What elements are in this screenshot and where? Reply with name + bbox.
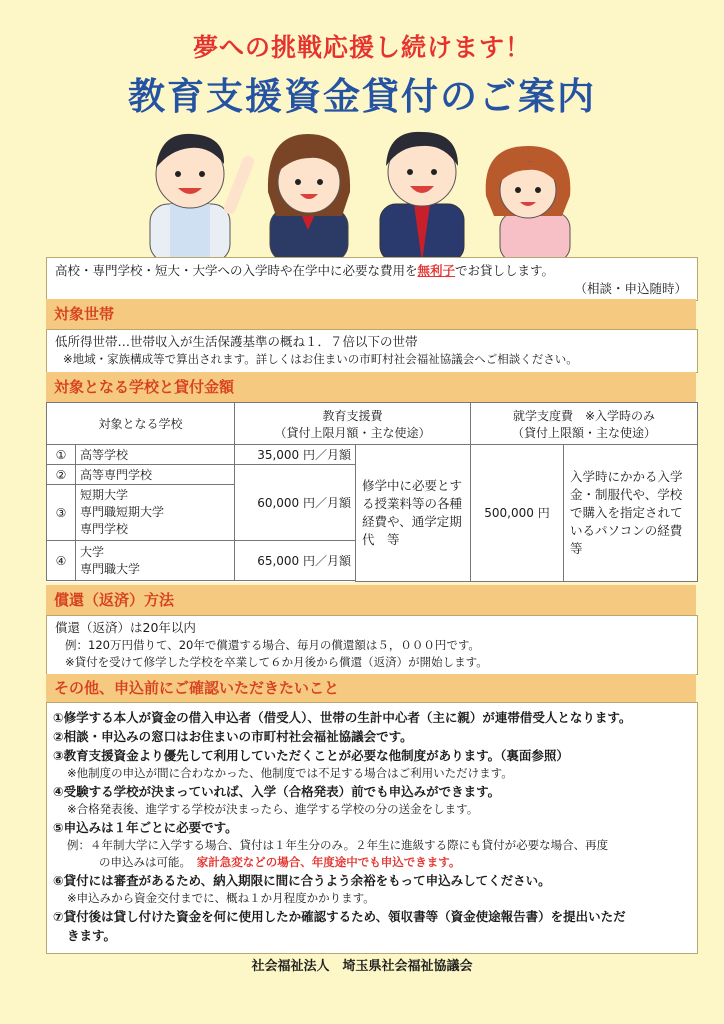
midyear-application-note: 家計急変などの場合、年度途中でも申込できます。	[196, 855, 461, 869]
table-row: ③ 短期大学 専門職短期大学 専門学校	[47, 485, 698, 541]
confirm-item-5: ⑤申込みは１年ごとに必要です。	[53, 820, 238, 835]
section-confirm-heading: その他、申込前にご確認いただきたいこと	[46, 674, 696, 702]
col-prep-header: 就学支度費 ※入学時のみ （貸付上限額・主な使途）	[471, 403, 698, 445]
target-panel	[46, 329, 698, 373]
confirm-item-3: ③教育支援資金より優先して利用していただくことが必要な他制度があります。（裏面参照）	[53, 748, 569, 763]
prep-use: 入学時にかかる入学金・制服代や、学校で購入を指定されているパソコンの経費 等	[564, 445, 698, 582]
support-use: 修学中に必要とする授業料等の各種経費や、通学定期代 等	[356, 445, 471, 582]
student-girl-casual-icon	[486, 146, 571, 262]
student-boy-uniform-icon	[380, 132, 464, 262]
prep-amount: 500,000 円	[471, 445, 564, 582]
intro-text: 高校・専門学校・短大・大学への入学時や在学中に必要な費用を無利子でお貸しします。	[55, 263, 555, 278]
target-line2: ※地域・家族構成等で算出されます。詳しくはお住まいの市町村社会福祉協議会へご相談ください。	[63, 352, 578, 366]
students-illustration	[130, 112, 590, 262]
loan-table	[46, 402, 698, 582]
confirm-item-4-note: ※合格発表後、進学する学校が決まったら、進学する学校の分の送金をします。	[67, 802, 479, 816]
interest-free-highlight: 無利子	[417, 263, 456, 278]
confirm-item-5-note1: 例：４年制大学に入学する場合、貸付は１年生分のみ。２年生に進級する際にも貸付が必要な場合、再度	[67, 838, 609, 852]
intro-panel	[46, 257, 698, 301]
target-line1: 低所得世帯…世帯収入が生活保護基準の概ね１．７倍以下の世帯	[55, 334, 418, 349]
table-row: ② 高等専門学校 60,000 円／月額	[47, 465, 698, 485]
section-schools-heading: 対象となる学校と貸付金額	[46, 372, 696, 402]
confirm-item-1: ①修学する本人が資金の借入申込者（借受人）、世帯の生計中心者（主に親）が連帯借受人となります。	[53, 710, 632, 725]
col-school-header: 対象となる学校	[47, 403, 235, 445]
confirm-item-3-note: ※他制度の申込が間に合わなかった、他制度では不足する場合はご利用いただけます。	[67, 766, 513, 780]
confirm-item-7-cont: きます。	[67, 928, 117, 943]
confirm-item-5-note2: の申込みは可能。 家計急変などの場合、年度途中でも申込できます。	[99, 855, 461, 869]
confirm-item-6-note: ※申込みから資金交付までに、概ね１か月程度かかります。	[67, 891, 375, 905]
student-boy-casual-icon	[150, 134, 248, 262]
table-row: ① 高等学校 35,000 円／月額 修学中に必要とする授業料等の各種経費や、通学定期代 等 500,000 円 入学時にかかる入学金・制服代や、学校で購入を指定されているパソコンの経費 等	[47, 445, 698, 465]
confirm-item-6: ⑥貸付には審査があるため、納入期限に間に合うよう余裕をもって申込みしてください。	[53, 873, 551, 888]
col-support-header: 教育支援費 （貸付上限月額・主な使途）	[235, 403, 471, 445]
student-girl-uniform-icon	[268, 134, 350, 262]
repay-panel	[46, 615, 698, 675]
page-subtitle: 夢への挑戦応援し続けます！	[192, 33, 531, 62]
confirm-item-4: ④受験する学校が決まっていれば、入学（合格発表）前でも申込みができます。	[53, 784, 501, 799]
repay-line3: ※貸付を受けて修学した学校を卒業して６か月後から償還（返済）が開始します。	[65, 655, 488, 669]
repay-line2: 例：120万円借りて、20年で償還する場合、毎月の償還額は５，０００円です。	[65, 638, 480, 652]
repay-line1: 償還（返済）は20年以内	[55, 620, 196, 635]
intro-note: （相談・申込随時）	[574, 281, 687, 296]
confirm-item-2: ②相談・申込みの窓口はお住まいの市町村社会福祉協議会です。	[53, 729, 413, 744]
page-title: 教育支援資金貸付のご案内	[128, 75, 596, 118]
confirm-item-7: ⑦貸付後は貸し付けた資金を何に使用したか確認するため、領収書等（資金使途報告書）を提出いただ	[53, 909, 626, 924]
section-repay-heading: 償還（返済）方法	[46, 585, 696, 615]
table-header-row	[47, 403, 698, 445]
section-target-heading: 対象世帯	[46, 299, 696, 329]
table-row: ④ 大学 専門職大学 65,000 円／月額	[47, 541, 698, 581]
confirm-panel	[46, 702, 698, 954]
footer-organization: 社会福祉法人 埼玉県社会福祉協議会	[251, 959, 473, 974]
